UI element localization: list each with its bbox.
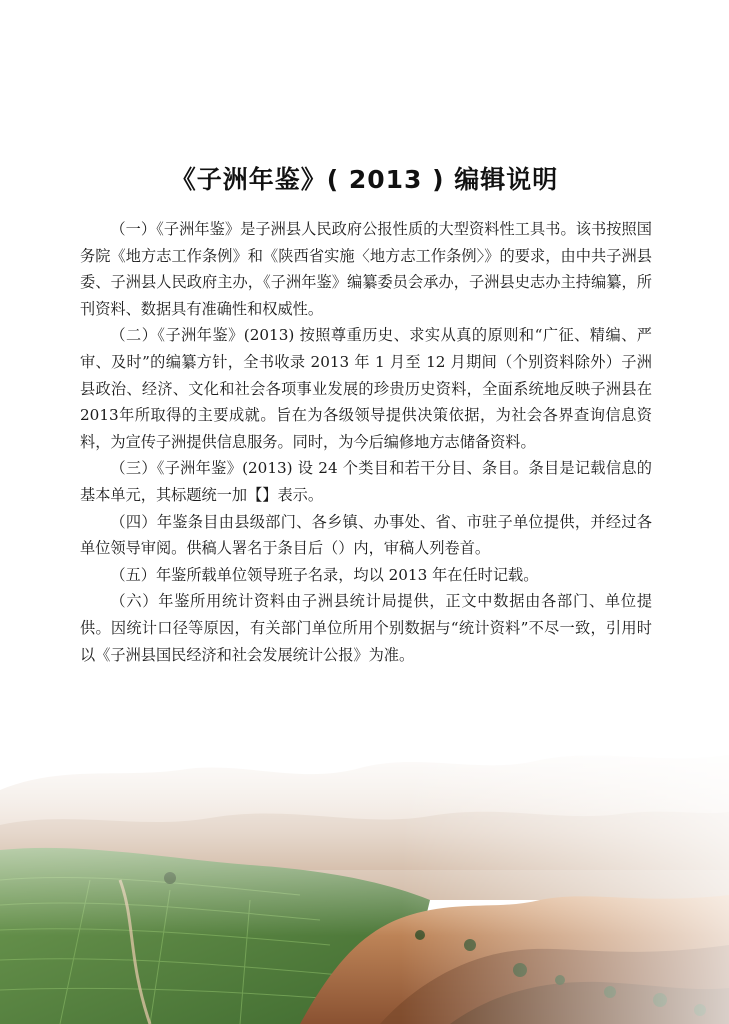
paragraph-1: （一）《子洲年鉴》是子洲县人民政府公报性质的大型资料性工具书。该书按照国务院《地方志工作条例》和《陕西省实施〈地方志工作条例〉》的要求，由中共子洲县委、子洲县人民政府主办，《子洲年鉴》编纂委员会承办，子洲县史志办主持编纂，所刊资料、数据具有准确性和权威性。: [80, 220, 652, 318]
paragraph-5: （五）年鉴所载单位领导班子名录，均以 2013 年在任时记载。: [110, 565, 539, 584]
paragraph-6: （六）年鉴所用统计资料由子洲县统计局提供，正文中数据由各部门、单位提供。因统计口径等原因，有关部门单位所用个别数据与“统计资料”不尽一致，引用时以《子洲县国民经济和社会发展统计公报》为准。: [80, 592, 652, 664]
paragraph-4: （四）年鉴条目由县级部门、各乡镇、办事处、省、市驻子单位提供，并经过各单位领导审阅。供稿人署名于条目后（）内，审稿人列卷首。: [80, 512, 652, 558]
page-title: 《子洲年鉴》( 2013 ) 编辑说明: [170, 165, 559, 194]
paragraph-3: （三）《子洲年鉴》(2013) 设 24 个类目和若干分目、条目。条目是记载信息的基本单元，其标题统一加【】表示。: [80, 459, 652, 504]
paragraph-2: （二）《子洲年鉴》(2013) 按照尊重历史、求实从真的原则和“广征、精编、严审、及时”的编纂方针，全书收录 2013 年 1 月至 12 月期间（个别资料除外）子洲县政治、经济、文化和社会各项事业发展的珍贵历史资料，全面系统地反映子洲县在2013年所取得的主要成就。旨在为各级领导提供决策依据，为社会各界查询信息资料，为宣传子洲提供信息服务。同时，为今后编修地方志储备资料。: [80, 326, 652, 451]
document-body: [80, 216, 652, 668]
landscape-photo: [0, 730, 729, 1024]
